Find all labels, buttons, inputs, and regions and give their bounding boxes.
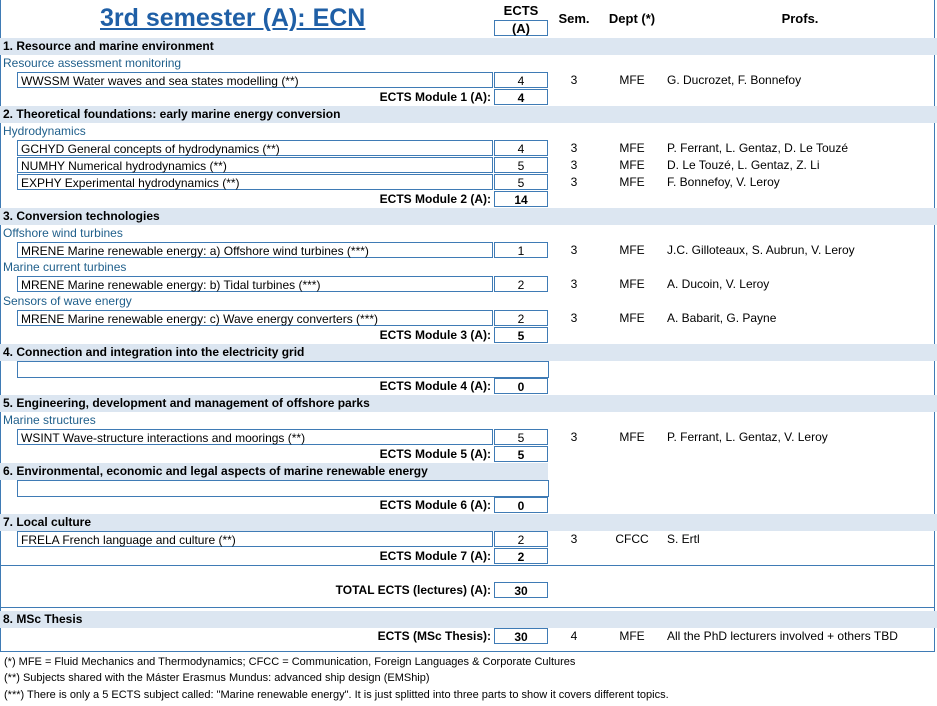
course-profs: D. Le Touzé, L. Gentaz, Z. Li xyxy=(667,158,820,172)
thesis-title: 8. MSc Thesis xyxy=(3,612,83,626)
divider xyxy=(0,565,935,566)
module-total-value: 4 xyxy=(494,89,548,105)
course-dept: CFCC xyxy=(615,532,649,546)
module-total-label: ECTS Module 2 (A): xyxy=(379,192,491,206)
course-dept: MFE xyxy=(619,430,645,444)
ects-sub-header: (A) xyxy=(494,20,548,36)
course-sem: 3 xyxy=(570,243,578,257)
course-name: GCHYD General concepts of hydrodynamics (**) xyxy=(17,140,493,156)
module-total-row xyxy=(0,446,937,463)
course-profs: A. Babarit, G. Payne xyxy=(667,311,777,325)
course-profs: P. Ferrant, L. Gentaz, V. Leroy xyxy=(667,430,828,444)
subheading: Offshore wind turbines xyxy=(3,226,123,240)
course-sem: 3 xyxy=(570,430,578,444)
profs-header: Profs. xyxy=(781,11,819,26)
course-ects: 4 xyxy=(494,140,548,156)
course-ects: 5 xyxy=(494,429,548,445)
course-row xyxy=(0,429,937,446)
course-name: WWSSM Water waves and sea states modelling (**) xyxy=(17,72,493,88)
subheading: Marine current turbines xyxy=(3,260,127,274)
course-ects: 4 xyxy=(494,72,548,88)
module-total-row xyxy=(0,327,937,344)
module-total-row xyxy=(0,89,937,106)
module-title: 3. Conversion technologies xyxy=(3,209,160,223)
course-row xyxy=(0,531,937,548)
ects-header: ECTS xyxy=(503,3,539,18)
footnote: (***) There is only a 5 ECTS subject called: "Marine renewable energy". It is just splitted into three parts to show it covers different topics. xyxy=(4,689,669,701)
module-total-row xyxy=(0,191,937,208)
module-title: 7. Local culture xyxy=(3,515,92,529)
thesis-sem: 4 xyxy=(570,629,578,643)
course-ects: 2 xyxy=(494,310,548,326)
grand-total-label: TOTAL ECTS (lectures) (A): xyxy=(335,583,491,597)
thesis-row xyxy=(0,628,937,645)
module-total-row xyxy=(0,497,937,514)
module-total-value: 5 xyxy=(494,446,548,462)
thesis-dept: MFE xyxy=(619,629,645,643)
course-sem: 3 xyxy=(570,73,578,87)
module-title: 4. Connection and integration into the electricity grid xyxy=(3,345,305,359)
course-profs: P. Ferrant, L. Gentaz, D. Le Touzé xyxy=(667,141,848,155)
course-ects: 2 xyxy=(494,531,548,547)
module-total-label: ECTS Module 6 (A): xyxy=(379,498,491,512)
course-name: MRENE Marine renewable energy: a) Offshore wind turbines (***) xyxy=(17,242,493,258)
module-total-value: 14 xyxy=(494,191,548,207)
course-dept: MFE xyxy=(619,243,645,257)
course-ects: 5 xyxy=(494,157,548,173)
module-total-label: ECTS Module 5 (A): xyxy=(379,447,491,461)
course-profs: A. Ducoin, V. Leroy xyxy=(667,277,770,291)
course-ects: 1 xyxy=(494,242,548,258)
course-row xyxy=(0,480,937,497)
divider xyxy=(0,607,935,608)
course-row xyxy=(0,157,937,174)
course-profs: J.C. Gilloteaux, S. Aubrun, V. Leroy xyxy=(667,243,855,257)
course-row xyxy=(0,242,937,259)
course-dept: MFE xyxy=(619,158,645,172)
empty-course-cell xyxy=(17,361,549,378)
subheading: Resource assessment monitoring xyxy=(3,56,182,70)
dept-header: Dept (*) xyxy=(608,11,656,26)
module-total-label: ECTS Module 3 (A): xyxy=(379,328,491,342)
grand-total-row xyxy=(0,582,937,599)
thesis-label: ECTS (MSc Thesis): xyxy=(377,629,491,643)
course-sem: 3 xyxy=(570,158,578,172)
course-profs: G. Ducrozet, F. Bonnefoy xyxy=(667,73,802,87)
course-row xyxy=(0,310,937,327)
subheading: Hydrodynamics xyxy=(3,124,86,138)
course-dept: MFE xyxy=(619,311,645,325)
module-total-row xyxy=(0,378,937,395)
divider xyxy=(0,651,935,652)
course-name: MRENE Marine renewable energy: c) Wave energy converters (***) xyxy=(17,310,493,326)
module-total-value: 2 xyxy=(494,548,548,564)
course-dept: MFE xyxy=(619,141,645,155)
sem-header: Sem. xyxy=(558,11,590,26)
thesis-ects: 30 xyxy=(494,628,548,644)
grand-total-value: 30 xyxy=(494,582,548,598)
course-ects: 5 xyxy=(494,174,548,190)
course-name: EXPHY Experimental hydrodynamics (**) xyxy=(17,174,493,190)
empty-course-cell xyxy=(17,480,549,497)
course-dept: MFE xyxy=(619,73,645,87)
module-title: 6. Environmental, economic and legal aspects of marine renewable energy xyxy=(3,464,428,478)
subheading: Sensors of wave energy xyxy=(3,294,132,308)
module-total-value: 0 xyxy=(494,378,548,394)
course-row xyxy=(0,276,937,293)
course-dept: MFE xyxy=(619,277,645,291)
course-sem: 3 xyxy=(570,311,578,325)
module-total-label: ECTS Module 1 (A): xyxy=(379,90,491,104)
module-title: 5. Engineering, development and management of offshore parks xyxy=(3,396,370,410)
course-sem: 3 xyxy=(570,532,578,546)
course-name: MRENE Marine renewable energy: b) Tidal turbines (***) xyxy=(17,276,493,292)
course-profs: S. Ertl xyxy=(667,532,700,546)
thesis-profs: All the PhD lecturers involved + others TBD xyxy=(667,629,898,643)
footnote: (**) Subjects shared with the Máster Erasmus Mundus: advanced ship design (EMShip) xyxy=(4,672,430,684)
module-total-value: 5 xyxy=(494,327,548,343)
course-name: WSINT Wave-structure interactions and moorings (**) xyxy=(17,429,493,445)
course-sem: 3 xyxy=(570,277,578,291)
course-row xyxy=(0,174,937,191)
module-total-value: 0 xyxy=(494,497,548,513)
course-dept: MFE xyxy=(619,175,645,189)
course-profs: F. Bonnefoy, V. Leroy xyxy=(667,175,780,189)
page-title: 3rd semester (A): ECN xyxy=(100,4,366,32)
course-sem: 3 xyxy=(570,141,578,155)
module-title: 2. Theoretical foundations: early marine energy conversion xyxy=(3,107,341,121)
subheading: Marine structures xyxy=(3,413,96,427)
course-row xyxy=(0,140,937,157)
module-total-label: ECTS Module 7 (A): xyxy=(379,549,491,563)
course-name: NUMHY Numerical hydrodynamics (**) xyxy=(17,157,493,173)
course-sem: 3 xyxy=(570,175,578,189)
course-ects: 2 xyxy=(494,276,548,292)
footnote: (*) MFE = Fluid Mechanics and Thermodynamics; CFCC = Communication, Foreign Languages & Corporate Cultures xyxy=(4,656,576,668)
module-total-row xyxy=(0,548,937,565)
module-total-label: ECTS Module 4 (A): xyxy=(379,379,491,393)
module-title: 1. Resource and marine environment xyxy=(3,39,214,53)
course-row xyxy=(0,361,937,378)
course-row xyxy=(0,72,937,89)
course-name: FRELA French language and culture (**) xyxy=(17,531,493,547)
